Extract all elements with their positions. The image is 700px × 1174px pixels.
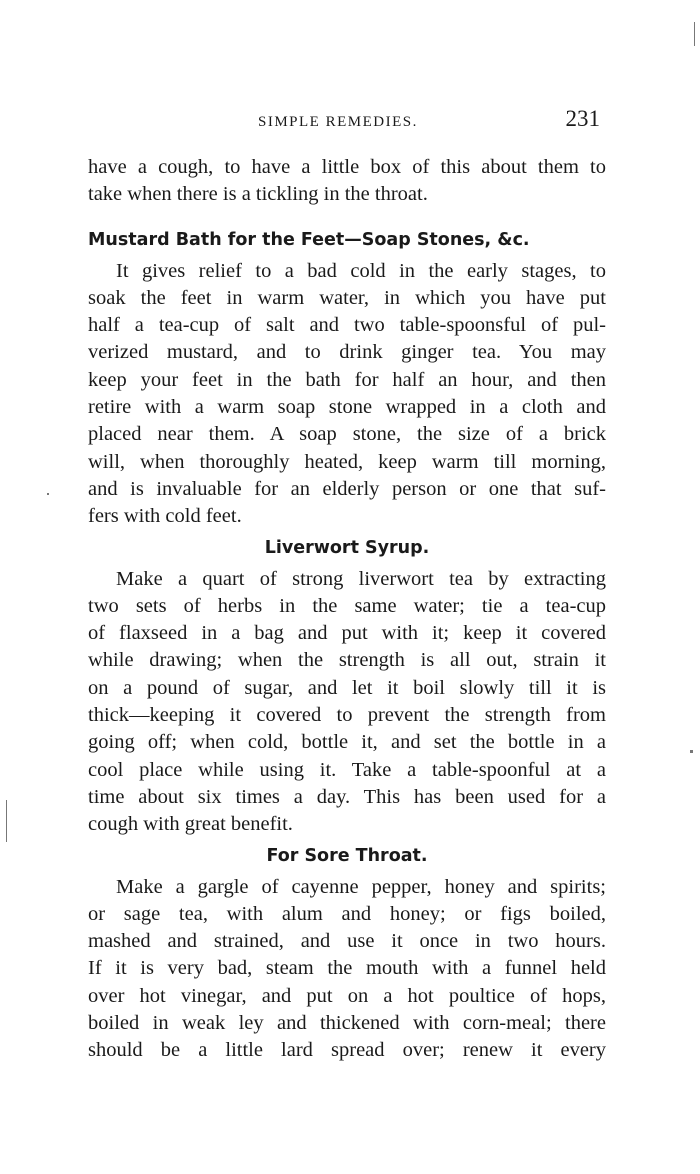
text-line: over hot vinegar, and put on a hot poultice of hops, — [88, 984, 606, 1007]
text-line: take when there is a tickling in the throat. — [88, 183, 428, 206]
section-heading-sore-throat: For Sore Throat. — [266, 845, 428, 866]
scan-mark-left-dot — [47, 493, 49, 495]
text-line: going off; when cold, bottle it, and set the bottle in a — [88, 731, 606, 754]
text-line: of flaxseed in a bag and put with it; keep it covered — [88, 622, 606, 645]
text-line: soak the feet in warm water, in which you have put — [88, 286, 606, 309]
text-line: should be a little lard spread over; renew it every — [88, 1039, 606, 1062]
text-line: retire with a warm soap stone wrapped in a cloth and — [88, 396, 606, 419]
text-line: fers with cold feet. — [88, 505, 242, 528]
section-heading-liverwort-syrup: Liverwort Syrup. — [264, 537, 430, 558]
text-line: keep your feet in the bath for half an hour, and then — [88, 368, 606, 391]
text-line: half a tea-cup of salt and two table-spoonsful of pul- — [88, 314, 606, 337]
text-line: will, when thoroughly heated, keep warm till morning, — [88, 450, 606, 473]
text-line: If it is very bad, steam the mouth with a funnel held — [88, 957, 606, 980]
text-line: mashed and strained, and use it once in two hours. — [88, 930, 606, 953]
text-line: Make a gargle of cayenne pepper, honey and spirits; — [116, 875, 606, 898]
liverwort-syrup-paragraph — [88, 566, 606, 839]
text-line: thick—keeping it covered to prevent the strength from — [88, 704, 606, 727]
text-line: have a cough, to have a little box of this about them to — [88, 156, 606, 178]
section-heading-mustard-bath: Mustard Bath for the Feet—Soap Stones, &c. — [88, 229, 530, 250]
text-line: time about six times a day. This has been used for a — [88, 785, 606, 808]
text-line: placed near them. A soap stone, the size of a brick — [88, 423, 606, 446]
running-head — [88, 108, 606, 142]
book-page — [88, 108, 606, 1065]
text-line: boiled in weak ley and thickened with corn-meal; there — [88, 1012, 606, 1035]
text-line: on a pound of sugar, and let it boil slowly till it is — [88, 676, 606, 699]
scan-mark-right-dot — [690, 750, 693, 753]
intro-paragraph — [88, 154, 606, 209]
running-title: SIMPLE REMEDIES. — [258, 114, 418, 130]
text-line: and is invaluable for an elderly person or one that suf- — [88, 477, 606, 500]
scan-mark-left-line — [6, 800, 7, 842]
text-line: cough with great benefit. — [88, 813, 293, 836]
page-number: 231 — [565, 106, 600, 131]
text-line: while drawing; when the strength is all out, strain it — [88, 649, 606, 672]
sore-throat-paragraph — [88, 874, 606, 1065]
scan-mark-top-right — [694, 22, 695, 46]
text-line: Make a quart of strong liverwort tea by extracting — [116, 567, 606, 590]
text-line: or sage tea, with alum and honey; or figs boiled, — [88, 902, 606, 925]
text-line: two sets of herbs in the same water; tie a tea-cup — [88, 594, 606, 617]
mustard-bath-paragraph — [88, 258, 606, 531]
text-line: It gives relief to a bad cold in the early stages, to — [116, 259, 606, 282]
text-line: cool place while using it. Take a table-spoonful at a — [88, 758, 606, 781]
text-line: verized mustard, and to drink ginger tea. You may — [88, 341, 606, 364]
